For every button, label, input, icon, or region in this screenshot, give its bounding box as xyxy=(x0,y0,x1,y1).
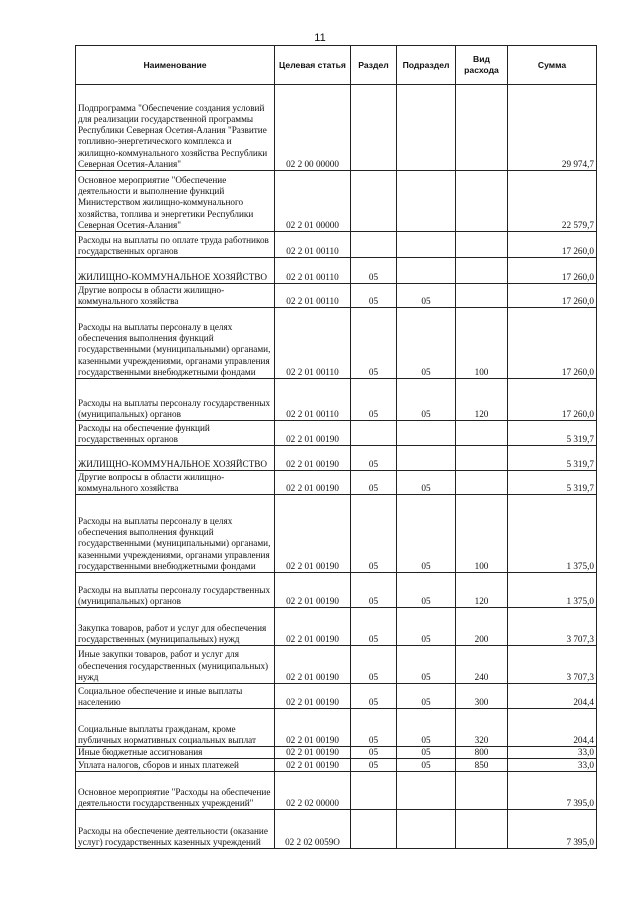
row-target: 02 2 01 00000 xyxy=(275,171,351,232)
row-amount: 17 260,0 xyxy=(508,232,597,258)
row-amount: 22 579,7 xyxy=(508,171,597,232)
row-target: 02 2 01 00190 xyxy=(275,421,351,446)
row-expense-type: 100 xyxy=(456,308,508,379)
row-target: 02 2 01 00190 xyxy=(275,446,351,471)
row-target: 02 2 01 00110 xyxy=(275,379,351,421)
row-expense-type: 300 xyxy=(456,684,508,709)
row-expense-type: 320 xyxy=(456,709,508,747)
row-name: Другие вопросы в области жилищно-коммунального хозяйства xyxy=(76,284,275,308)
row-subsection xyxy=(397,232,456,258)
header-subsection: Подраздел xyxy=(397,46,456,85)
row-subsection: 05 xyxy=(397,573,456,608)
row-amount: 17 260,0 xyxy=(508,258,597,284)
row-amount: 5 319,7 xyxy=(508,421,597,446)
row-section: 05 xyxy=(351,608,397,646)
row-target: 02 2 01 00110 xyxy=(275,284,351,308)
row-expense-type: 120 xyxy=(456,379,508,421)
row-subsection: 05 xyxy=(397,747,456,759)
row-expense-type xyxy=(456,85,508,171)
table-row xyxy=(76,284,597,308)
row-subsection: 05 xyxy=(397,308,456,379)
row-name: Основное мероприятие "Обеспечение деятельности и выполнение функций Министерством жилищно-коммунального хозяйства, топлива и энергетики Республики Северная Осетия-Алания" xyxy=(76,171,275,232)
row-name: Закупка товаров, работ и услуг для обеспечения государственных (муниципальных) нужд xyxy=(76,608,275,646)
row-target: 02 2 01 00110 xyxy=(275,258,351,284)
table-row xyxy=(76,747,597,759)
row-target: 02 2 02 0059О xyxy=(275,810,351,849)
row-target: 02 2 01 00190 xyxy=(275,759,351,772)
row-expense-type xyxy=(456,284,508,308)
row-target: 02 2 01 00190 xyxy=(275,684,351,709)
row-expense-type xyxy=(456,171,508,232)
table-row xyxy=(76,446,597,471)
row-amount: 3 707,3 xyxy=(508,646,597,684)
row-target: 02 2 01 00110 xyxy=(275,232,351,258)
row-expense-type xyxy=(456,772,508,810)
row-name: Иные закупки товаров, работ и услуг для обеспечения государственных (муниципальных) нужд xyxy=(76,646,275,684)
row-amount: 3 707,3 xyxy=(508,608,597,646)
row-section: 05 xyxy=(351,446,397,471)
row-amount: 17 260,0 xyxy=(508,284,597,308)
row-subsection: 05 xyxy=(397,379,456,421)
row-section xyxy=(351,232,397,258)
table-row xyxy=(76,232,597,258)
row-name: Расходы на выплаты персоналу в целях обеспечения выполнения функций государственными (муниципальными) органами, казенными учреждениями, органами управления государственными внебюджетными фондами xyxy=(76,495,275,573)
row-expense-type: 100 xyxy=(456,495,508,573)
row-section: 05 xyxy=(351,495,397,573)
row-expense-type xyxy=(456,471,508,495)
table-row xyxy=(76,759,597,772)
row-target: 02 2 01 00110 xyxy=(275,308,351,379)
row-section: 05 xyxy=(351,379,397,421)
row-expense-type: 800 xyxy=(456,747,508,759)
row-section xyxy=(351,421,397,446)
row-name: Иные бюджетные ассигнования xyxy=(76,747,275,759)
row-amount: 7 395,0 xyxy=(508,772,597,810)
row-subsection: 05 xyxy=(397,471,456,495)
row-target: 02 2 01 00190 xyxy=(275,495,351,573)
row-section xyxy=(351,171,397,232)
table-header-row xyxy=(76,46,597,85)
row-name: Расходы на выплаты персоналу государственных (муниципальных) органов xyxy=(76,573,275,608)
table-row xyxy=(76,308,597,379)
row-target: 02 2 01 00190 xyxy=(275,646,351,684)
row-name: ЖИЛИЩНО-КОММУНАЛЬНОЕ ХОЗЯЙСТВО xyxy=(76,446,275,471)
row-amount: 33,0 xyxy=(508,747,597,759)
row-name: Социальные выплаты гражданам, кроме публичных нормативных социальных выплат xyxy=(76,709,275,747)
row-subsection: 05 xyxy=(397,284,456,308)
row-subsection xyxy=(397,171,456,232)
row-amount: 17 260,0 xyxy=(508,379,597,421)
table-row xyxy=(76,85,597,171)
row-amount: 5 319,7 xyxy=(508,471,597,495)
row-subsection xyxy=(397,810,456,849)
row-subsection xyxy=(397,258,456,284)
row-target: 02 2 01 00190 xyxy=(275,747,351,759)
row-target: 02 2 01 00190 xyxy=(275,471,351,495)
row-section: 05 xyxy=(351,759,397,772)
header-section: Раздел xyxy=(351,46,397,85)
budget-table xyxy=(75,45,597,849)
table-row xyxy=(76,171,597,232)
table-row xyxy=(76,684,597,709)
row-expense-type xyxy=(456,258,508,284)
row-section: 05 xyxy=(351,646,397,684)
row-name: Социальное обеспечение и иные выплаты населению xyxy=(76,684,275,709)
row-expense-type: 200 xyxy=(456,608,508,646)
row-section: 05 xyxy=(351,471,397,495)
row-name: Расходы на выплаты персоналу государственных (муниципальных) органов xyxy=(76,379,275,421)
row-section: 05 xyxy=(351,709,397,747)
row-section: 05 xyxy=(351,573,397,608)
row-expense-type xyxy=(456,446,508,471)
row-amount: 33,0 xyxy=(508,759,597,772)
row-expense-type xyxy=(456,421,508,446)
table-row xyxy=(76,379,597,421)
row-amount: 204,4 xyxy=(508,709,597,747)
row-section: 05 xyxy=(351,284,397,308)
row-section xyxy=(351,85,397,171)
table-row xyxy=(76,495,597,573)
row-amount: 204,4 xyxy=(508,684,597,709)
row-expense-type: 850 xyxy=(456,759,508,772)
table-row xyxy=(76,421,597,446)
row-target: 02 2 02 00000 xyxy=(275,772,351,810)
table-row xyxy=(76,471,597,495)
row-subsection xyxy=(397,772,456,810)
row-subsection xyxy=(397,85,456,171)
row-target: 02 2 00 00000 xyxy=(275,85,351,171)
row-name: Расходы на выплаты по оплате труда работников государственных органов xyxy=(76,232,275,258)
row-expense-type: 240 xyxy=(456,646,508,684)
row-subsection: 05 xyxy=(397,759,456,772)
row-section: 05 xyxy=(351,258,397,284)
page-number: 11 xyxy=(314,32,326,44)
row-target: 02 2 01 00190 xyxy=(275,608,351,646)
row-subsection: 05 xyxy=(397,646,456,684)
row-section: 05 xyxy=(351,684,397,709)
row-subsection: 05 xyxy=(397,495,456,573)
table-row xyxy=(76,646,597,684)
header-expense-type: Вид расхода xyxy=(456,46,508,85)
table-row xyxy=(76,573,597,608)
row-amount: 29 974,7 xyxy=(508,85,597,171)
row-section: 05 xyxy=(351,747,397,759)
row-subsection xyxy=(397,446,456,471)
row-expense-type xyxy=(456,232,508,258)
table-row xyxy=(76,772,597,810)
row-section xyxy=(351,810,397,849)
row-section: 05 xyxy=(351,308,397,379)
row-name: Другие вопросы в области жилищно-коммунального хозяйства xyxy=(76,471,275,495)
row-name: ЖИЛИЩНО-КОММУНАЛЬНОЕ ХОЗЯЙСТВО xyxy=(76,258,275,284)
row-amount: 1 375,0 xyxy=(508,495,597,573)
row-subsection: 05 xyxy=(397,684,456,709)
row-target: 02 2 01 00190 xyxy=(275,709,351,747)
row-subsection: 05 xyxy=(397,608,456,646)
header-amount: Сумма xyxy=(508,46,597,85)
row-name: Уплата налогов, сборов и иных платежей xyxy=(76,759,275,772)
table-row xyxy=(76,709,597,747)
table-row xyxy=(76,608,597,646)
row-amount: 7 395,0 xyxy=(508,810,597,849)
row-subsection: 05 xyxy=(397,709,456,747)
row-amount: 17 260,0 xyxy=(508,308,597,379)
row-name: Основное мероприятие "Расходы на обеспечение деятельности государственных учреждений" xyxy=(76,772,275,810)
row-name: Расходы на выплаты персоналу в целях обеспечения выполнения функций государственными (муниципальными) органами, казенными учреждениями, органами управления государственными внебюджетными фондами xyxy=(76,308,275,379)
row-amount: 5 319,7 xyxy=(508,446,597,471)
row-section xyxy=(351,772,397,810)
row-name: Расходы на обеспечение функций государственных органов xyxy=(76,421,275,446)
row-subsection xyxy=(397,421,456,446)
row-amount: 1 375,0 xyxy=(508,573,597,608)
table-row xyxy=(76,810,597,849)
row-expense-type: 120 xyxy=(456,573,508,608)
header-target: Целевая статья xyxy=(275,46,351,85)
row-expense-type xyxy=(456,810,508,849)
row-name: Расходы на обеспечение деятельности (оказание услуг) государственных казенных учреждений xyxy=(76,810,275,849)
header-name: Наименование xyxy=(76,46,275,85)
table-row xyxy=(76,258,597,284)
row-name: Подпрограмма "Обеспечение создания условий для реализации государственной программы Республики Северная Осетия-Алания "Развитие топливно-энергетического комплекса и жилищно-коммунального хозяйства Республики Северная Осетия-Алания" xyxy=(76,85,275,171)
row-target: 02 2 01 00190 xyxy=(275,573,351,608)
